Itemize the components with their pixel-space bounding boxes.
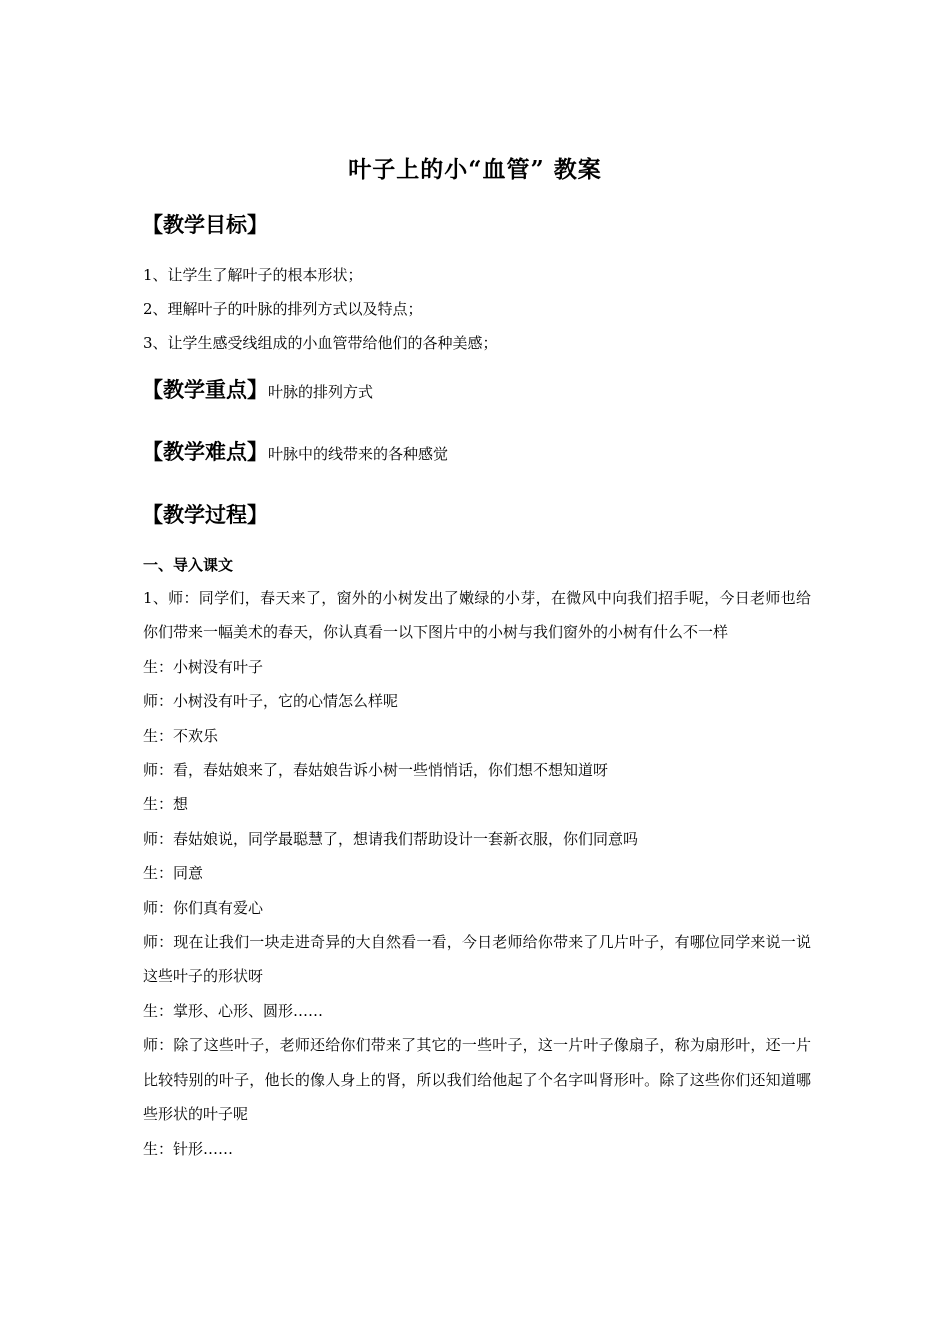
paragraph: 生：掌形、心形、圆形…… — [143, 1001, 324, 1020]
paragraph: 1、师：同学们，春天来了，窗外的小树发出了嫩绿的小芽，在微风中向我们招手呢，今日老师也给你们带来一幅美术的春天，你认真看一以下图片中的小树与我们窗外的小树有什么不一样 — [143, 589, 811, 642]
paragraph: 师：你们真有爱心 — [143, 898, 264, 917]
paragraph: 生：想 — [143, 795, 189, 814]
paragraph: 生：同意 — [143, 864, 204, 883]
process-body — [143, 581, 811, 1166]
paragraph: 师：除了这些叶子，老师还给你们带来了其它的一些叶子，这一片叶子像扇子，称为扇形叶，还一片比较特别的叶子，他长的像人身上的肾，所以我们给他起了个名字叫肾形叶。除了这些你们还知道哪些形状的叶子呢 — [143, 1036, 811, 1124]
goal-item: 2、理解叶子的叶脉的排列方式以及特点； — [143, 300, 423, 318]
paragraph: 生：针形…… — [143, 1139, 234, 1158]
process-heading: 【教学过程】 — [142, 502, 268, 527]
key-point-text: 叶脉的排列方式 — [268, 383, 374, 401]
difficulty-heading: 【教学难点】 — [142, 439, 268, 464]
goals-heading: 【教学目标】 — [142, 212, 268, 237]
difficulty-text: 叶脉中的线带来的各种感觉 — [268, 445, 449, 463]
paragraph: 师：现在让我们一块走进奇异的大自然看一看，今日老师给你带来了几片叶子，有哪位同学来说一说这些叶子的形状呀 — [143, 933, 811, 986]
paragraph: 师：看，春姑娘来了，春姑娘告诉小树一些悄悄话，你们想不想知道呀 — [143, 761, 609, 780]
difficulty-section — [142, 436, 448, 470]
goals-list — [143, 258, 498, 360]
goal-item: 3、让学生感受线组成的小血管带给他们的各种美感； — [143, 334, 498, 352]
paragraph: 师：春姑娘说，同学最聪慧了，想请我们帮助设计一套新衣服，你们同意吗 — [143, 829, 639, 848]
key-point-heading: 【教学重点】 — [142, 377, 268, 402]
document-title: 叶子上的小“血管” 教案 — [348, 156, 602, 183]
paragraph: 生：不欢乐 — [143, 726, 219, 745]
goal-item: 1、让学生了解叶子的根本形状； — [143, 266, 363, 284]
key-point-section — [142, 374, 373, 408]
paragraph: 师：小树没有叶子，它的心情怎么样呢 — [143, 692, 399, 711]
paragraph: 生：小树没有叶子 — [143, 657, 264, 676]
process-subheading: 一、导入课文 — [143, 556, 234, 574]
